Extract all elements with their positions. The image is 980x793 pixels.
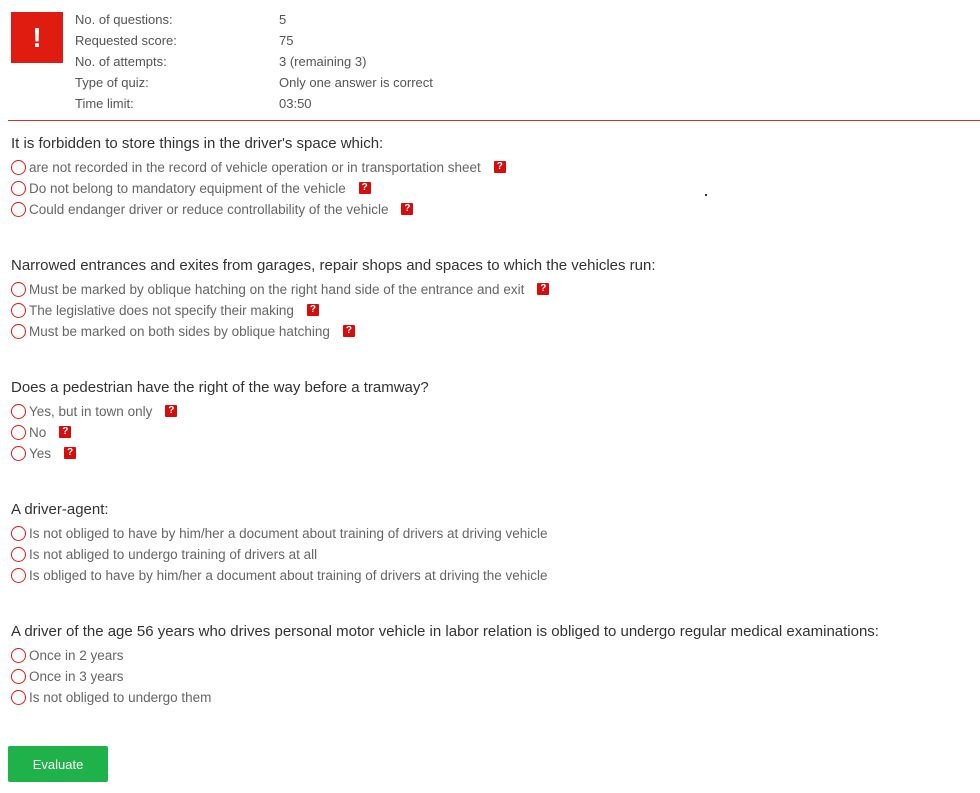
option-label: Could endanger driver or reduce controllability of the vehicle xyxy=(29,201,389,217)
option-label: Is not abliged to undergo training of drivers at all xyxy=(29,546,318,562)
question-3-option-1[interactable] xyxy=(11,402,177,420)
quiz-type-label: Type of quiz: xyxy=(75,75,149,90)
radio-button[interactable] xyxy=(11,425,26,440)
question-3-option-2[interactable] xyxy=(11,423,71,441)
question-1-option-1[interactable] xyxy=(11,158,506,176)
help-icon[interactable]: ? xyxy=(494,161,506,173)
question-5-option-2[interactable] xyxy=(11,667,124,685)
radio-button[interactable] xyxy=(11,568,26,583)
radio-button[interactable] xyxy=(11,690,26,705)
option-label: Yes xyxy=(29,445,52,461)
help-icon[interactable]: ? xyxy=(64,447,76,459)
help-icon[interactable]: ? xyxy=(401,203,413,215)
header-divider xyxy=(8,120,980,121)
question-2-option-2[interactable] xyxy=(11,301,319,319)
question-5-option-3[interactable] xyxy=(11,688,211,706)
radio-button[interactable] xyxy=(11,324,26,339)
radio-button[interactable] xyxy=(11,160,26,175)
radio-button[interactable] xyxy=(11,547,26,562)
radio-button[interactable] xyxy=(11,446,26,461)
question-1-option-2[interactable] xyxy=(11,179,371,197)
help-icon[interactable]: ? xyxy=(165,405,177,417)
requested-score-label: Requested score: xyxy=(75,33,177,48)
radio-button[interactable] xyxy=(11,526,26,541)
option-label: Once in 3 years xyxy=(29,668,124,684)
radio-button[interactable] xyxy=(11,303,26,318)
questions-count-value: 5 xyxy=(279,12,287,27)
question-1-option-3[interactable] xyxy=(11,200,413,218)
question-4-title: A driver-agent: xyxy=(11,501,109,518)
option-label: Do not belong to mandatory equipment of the vehicle xyxy=(29,180,346,196)
radio-button[interactable] xyxy=(11,648,26,663)
evaluate-button[interactable]: Evaluate xyxy=(8,746,108,782)
option-label: No xyxy=(29,424,47,440)
stray-dot xyxy=(705,194,707,196)
time-limit-label: Time limit: xyxy=(75,96,134,111)
radio-button[interactable] xyxy=(11,669,26,684)
option-label: The legislative does not specify their making xyxy=(29,302,294,318)
option-label: are not recorded in the record of vehicle operation or in transportation sheet xyxy=(29,159,481,175)
option-label: Must be marked by oblique hatching on the right hand side of the entrance and exit xyxy=(29,281,525,297)
requested-score-value: 75 xyxy=(279,33,294,48)
option-label: Is obliged to have by him/her a document about training of drivers at driving the vehicle xyxy=(29,567,548,583)
radio-button[interactable] xyxy=(11,282,26,297)
option-label: Is not obliged to have by him/her a document about training of drivers at driving vehicle xyxy=(29,525,548,541)
option-label: Yes, but in town only xyxy=(29,403,153,419)
radio-button[interactable] xyxy=(11,202,26,217)
question-4-option-1[interactable] xyxy=(11,524,548,542)
attempts-label: No. of attempts: xyxy=(75,54,167,69)
attempts-value: 3 (remaining 3) xyxy=(279,54,367,69)
help-icon[interactable]: ? xyxy=(59,426,71,438)
question-4-option-3[interactable] xyxy=(11,566,548,584)
help-icon[interactable]: ? xyxy=(343,325,355,337)
quiz-type-value: Only one answer is correct xyxy=(279,75,433,90)
question-5-title: A driver of the age 56 years who drives personal motor vehicle in labor relation is obliged to undergo regular medical examinations: xyxy=(11,623,879,640)
option-label: Must be marked on both sides by oblique hatching xyxy=(29,323,330,339)
question-2-title: Narrowed entrances and exites from garages, repair shops and spaces to which the vehicles run: xyxy=(11,257,656,274)
alert-icon: ! xyxy=(11,12,63,63)
question-5-option-1[interactable] xyxy=(11,646,124,664)
quiz-info-header xyxy=(0,0,980,121)
radio-button[interactable] xyxy=(11,404,26,419)
help-icon[interactable]: ? xyxy=(307,304,319,316)
question-4-option-2[interactable] xyxy=(11,545,317,563)
question-2-option-3[interactable] xyxy=(11,322,355,340)
option-label: Is not obliged to undergo them xyxy=(29,689,212,705)
radio-button[interactable] xyxy=(11,181,26,196)
help-icon[interactable]: ? xyxy=(537,283,549,295)
question-3-option-3[interactable] xyxy=(11,444,76,462)
time-limit-value: 03:50 xyxy=(279,96,312,111)
question-1-title: It is forbidden to store things in the driver's space which: xyxy=(11,135,384,152)
option-label: Once in 2 years xyxy=(29,647,124,663)
question-2-option-1[interactable] xyxy=(11,280,549,298)
help-icon[interactable]: ? xyxy=(359,182,371,194)
questions-count-label: No. of questions: xyxy=(75,12,173,27)
question-3-title: Does a pedestrian have the right of the way before a tramway? xyxy=(11,379,429,396)
